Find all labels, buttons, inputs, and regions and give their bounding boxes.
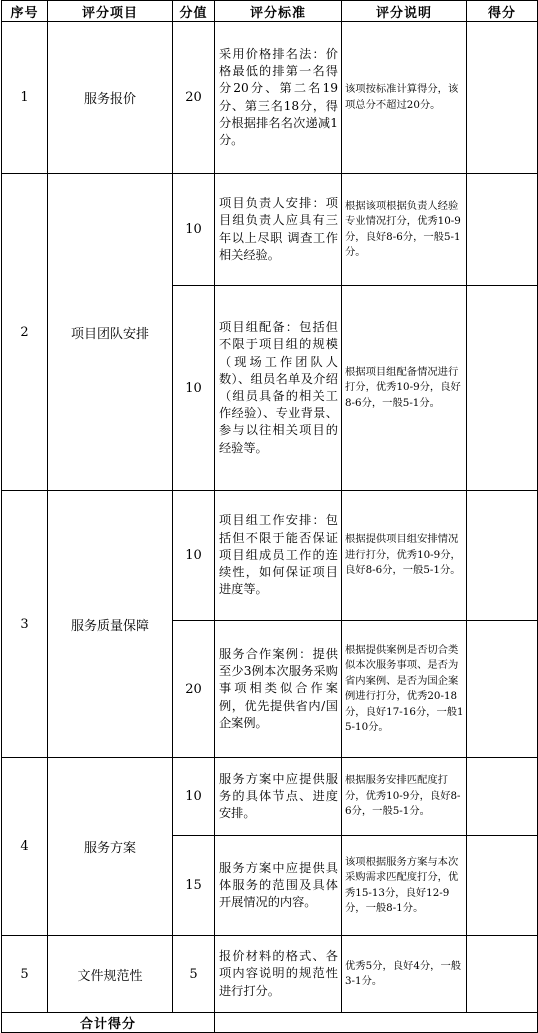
points-value: 5 [173,936,215,1013]
scoring-explanation: 优秀5分，良好4分，一般3-1分。 [342,936,467,1013]
header-standard: 评分标准 [215,1,342,22]
scoring-item: 服务质量保障 [48,491,173,758]
scoring-item: 服务方案 [48,758,173,936]
score-cell[interactable] [467,836,538,936]
scoring-standard: 采用价格排名法：价格最低的排第一名得分20分、第二名19分、第三名18分，得分根据排名名次递减1分。 [215,22,342,174]
header-item: 评分项目 [48,1,173,22]
header-no: 序号 [2,1,48,22]
scoring-item: 项目团队安排 [48,174,173,491]
row-number: 5 [2,936,48,1013]
scoring-explanation: 根据提供项目组安排情况进行打分，优秀10-9分，良好8-6分，一般5-1分。 [342,491,467,621]
score-cell[interactable] [467,22,538,174]
scoring-explanation: 根据提供案例是否切合类似本次服务事项、是否为省内案例、是否为国企案例进行打分，优秀20-18分，良好17-16分，一般15-10分。 [342,621,467,758]
header-score: 得分 [467,1,538,22]
scoring-explanation: 根据该项根据负责人经验专业情况打分，优秀10-9分，良好8-6分，一般5-1分。 [342,174,467,286]
points-value: 20 [173,621,215,758]
row-number: 3 [2,491,48,758]
row-number: 1 [2,22,48,174]
row-number: 2 [2,174,48,491]
scoring-explanation: 根据服务安排匹配度打分，优秀10-9分，良好8-6分，一般5-1分。 [342,758,467,836]
score-cell[interactable] [467,758,538,836]
header-points: 分值 [173,1,215,22]
scoring-standard: 项目负责人安排：项目组负责人应具有三年以上尽职 调查工作相关经验。 [215,174,342,286]
row-number: 4 [2,758,48,936]
total-score-cell[interactable] [215,1013,538,1033]
scoring-standard: 服务方案中应提供具体服务的范围及具体开展情况的内容。 [215,836,342,936]
scoring-explanation: 该项按标准计算得分，该项总分不超过20分。 [342,22,467,174]
score-cell[interactable] [467,936,538,1013]
scoring-table [1,0,538,1033]
score-cell[interactable] [467,174,538,286]
scoring-item: 文件规范性 [48,936,173,1013]
scoring-standard: 项目组配备：包括但不限于项目组的规模（现场工作团队人数）、组员名单及介绍（组员具备的相关工作经验）、专业背景、参与以往相关项目的经验等。 [215,286,342,491]
table-row [2,936,538,1013]
score-cell[interactable] [467,491,538,621]
table-row [2,174,538,286]
scoring-standard: 服务方案中应提供服务的具体节点、进度安排。 [215,758,342,836]
total-row [2,1013,538,1033]
scoring-explanation: 该项根据服务方案与本次采购需求匹配度打分，优秀15-13分，良好12-9分，一般8-1分。 [342,836,467,936]
points-value: 15 [173,836,215,936]
table-row [2,491,538,621]
points-value: 10 [173,174,215,286]
points-value: 20 [173,22,215,174]
scoring-explanation: 根据项目组配备情况进行打分，优秀10-9分，良好8-6分，一般5-1分。 [342,286,467,491]
points-value: 10 [173,491,215,621]
header-row [2,1,538,22]
table-row [2,22,538,174]
total-label: 合计得分 [2,1013,215,1033]
score-cell[interactable] [467,621,538,758]
scoring-standard: 服务合作案例：提供至少3例本次服务采购事项相类似合作案例，优先提供省内/国企案例。 [215,621,342,758]
scoring-standard: 项目组工作安排：包括但不限于能否保证项目组成员工作的连续性，如何保证项目进度等。 [215,491,342,621]
header-explanation: 评分说明 [342,1,467,22]
scoring-item: 服务报价 [48,22,173,174]
table-row [2,758,538,836]
score-cell[interactable] [467,286,538,491]
scoring-standard: 报价材料的格式、各项内容说明的规范性进行打分。 [215,936,342,1013]
points-value: 10 [173,286,215,491]
points-value: 10 [173,758,215,836]
